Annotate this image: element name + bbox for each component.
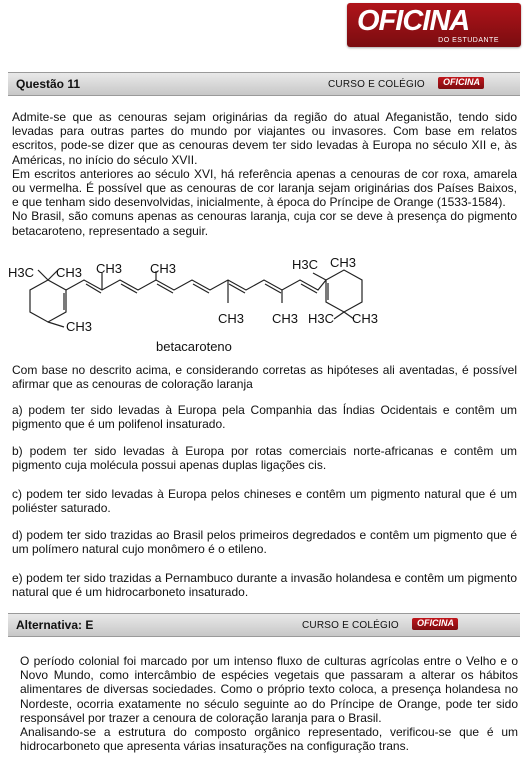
question-prompt (12, 363, 517, 391)
mol-label: CH3 (66, 319, 93, 334)
oficina-badge (412, 618, 458, 630)
intro-paragraph: No Brasil, são comuns apenas as cenouras laranja, cuja cor se deve à presença do pigmento betacaroteno, representado a seguir. (12, 209, 517, 238)
badge-text: OFICINA (417, 618, 454, 628)
badge-text: OFICINA (443, 77, 480, 87)
oficina-badge (438, 77, 484, 89)
mol-label: CH3 (272, 311, 299, 326)
mol-label: CH3 (330, 255, 357, 270)
option-text: e) podem ter sido trazidas a Pernambuco durante a invasão holandesa e contêm um pigmento natural que é um hidrocarboneto insaturado. (12, 571, 517, 600)
logo-main-text: OFICINA (357, 5, 470, 37)
mol-label: H3C (308, 311, 335, 326)
option-d (12, 528, 517, 556)
mol-label: H3C (8, 265, 35, 280)
answer-paragraph: O período colonial foi marcado por um intenso fluxo de culturas agrícolas entre o Velho e o Novo Mundo, como intercâmbio de espécies vegetais que passaram a alterar os hábitos alimentares de diversas sociedades. Como o próprio texto coloca, a presença holandesa no Nordeste, ocorria exatamente no século seguinte ao do Príncipe de Orange, pode ter sido responsável por trazer a cenoura de coloração laranja para o Brasil. (20, 654, 518, 725)
mol-label: CH3 (56, 265, 83, 280)
answer-header-bar (8, 613, 520, 637)
answer-title: Alternativa: E (16, 618, 94, 632)
option-text: a) podem ter sido levadas à Europa pela Companhia das Índias Ocidentais e contêm um pigmento que é um polifenol insaturado. (12, 403, 517, 432)
mol-label: H3C (292, 257, 319, 272)
answer-explanation (20, 654, 518, 753)
question-intro (12, 110, 517, 238)
option-c (12, 487, 517, 515)
option-b (12, 444, 517, 472)
option-text: d) podem ter sido trazidas ao Brasil pelos primeiros degredados e contêm um pigmento que é um polímero natural cujo monômero é o etileno. (12, 528, 517, 557)
logo-sub-text: DO ESTUDANTE (438, 37, 499, 44)
molecule-name: betacaroteno (156, 339, 232, 354)
answer-paragraph: Analisando-se a estrutura do composto orgânico representado, verificou-se que é um hidrocarboneto que apresenta várias insaturações na configuração trans. (20, 725, 518, 754)
curso-label: CURSO E COLÉGIO (328, 79, 425, 90)
question-header-bar (8, 72, 520, 96)
option-e (12, 571, 517, 599)
curso-label: CURSO E COLÉGIO (302, 620, 399, 631)
oficina-logo (347, 3, 521, 47)
mol-label: CH3 (218, 311, 245, 326)
question-title: Questão 11 (16, 77, 81, 91)
mol-label: CH3 (96, 261, 123, 276)
option-text: b) podem ter sido levadas à Europa por rotas comerciais norte-africanas e contêm um pigmento cuja molécula possui apenas duplas ligações cis. (12, 444, 517, 473)
betacarotene-structure (8, 253, 384, 357)
mol-label: CH3 (150, 261, 177, 276)
prompt-text: Com base no descrito acima, e considerando corretas as hipóteses ali aventadas, é possível afirmar que as cenouras de coloração laranja (12, 363, 517, 392)
option-a (12, 403, 517, 431)
intro-paragraph: Em escritos anteriores ao século XVI, há referência apenas a cenouras de cor roxa, amarela ou vermelha. É possível que as cenouras de cor laranja sejam originárias dos Países Baixos, e que tenham sido desenvolvidas, inicialmente, à época do Príncipe de Orange (1533-1584). (12, 166, 517, 210)
mol-label: CH3 (352, 311, 379, 326)
intro-paragraph: Admite-se que as cenouras sejam originárias da região do atual Afeganistão, tendo sido levadas para outras partes do mundo por viajantes ou invasores. Com base em relatos escritos, pode-se dizer que as cenouras devem ter sido levadas à Europa no século XII e, às Américas, no início do século XVII. (12, 110, 517, 167)
option-text: c) podem ter sido levadas à Europa pelos chineses e contêm um pigmento natural que é um poliéster saturado. (12, 487, 517, 516)
